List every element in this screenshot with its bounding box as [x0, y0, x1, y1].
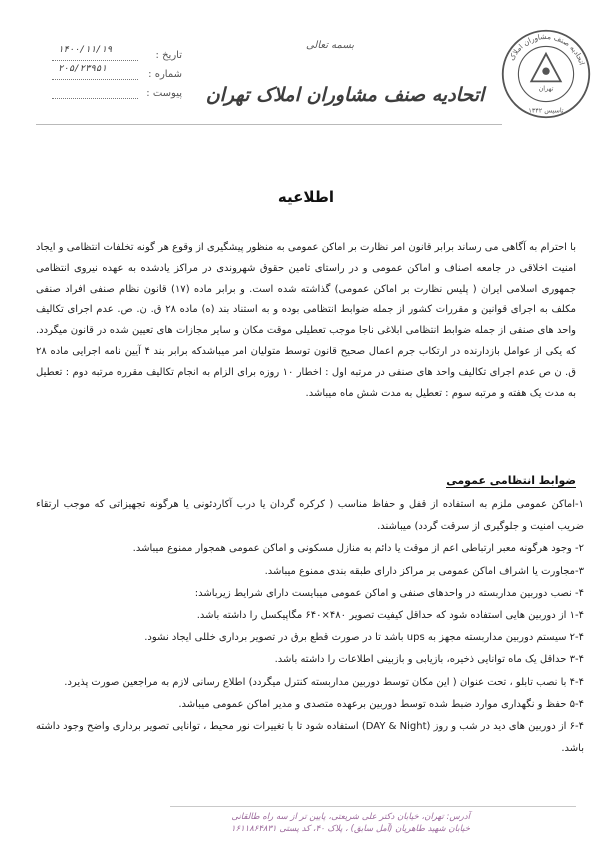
- seal-ring-text: اتحادیه صنف مشاوران املاک: [507, 31, 587, 67]
- address-footer: [170, 812, 470, 835]
- rules-heading-text: ضوابط انتظامی عمومی: [446, 474, 576, 487]
- page-title: اطلاعیه: [277, 188, 335, 206]
- meta-attachment: [52, 88, 182, 107]
- header-divider: [36, 124, 502, 125]
- rules-heading: [36, 474, 576, 487]
- seal-city: تهران: [538, 84, 554, 93]
- union-name: اتحادیه صنف مشاوران املاک تهران: [205, 84, 485, 106]
- rule-item: ۵-۴ حفظ و نگهداری موارد ضبط شده توسط دوربین برعهده متصدی و مدیر اماکن عمومی میباشد.: [178, 698, 584, 710]
- rule-item: ۳-۴ حداقل یک ماه توانایی ذخیره، بازیابی و بازبینی اطلاعات را داشته باشد.: [274, 654, 584, 666]
- footer-divider: [170, 806, 576, 807]
- rule-item: ۳-مجاورت یا اشراف اماکن عمومی بر مراکز دارای طبقه بندی ممنوع میباشد.: [264, 565, 584, 577]
- union-seal: [500, 28, 592, 120]
- rule-item: ۲-۴ سیستم دوربین مداربسته مجهز به ups باشد تا در صورت قطع برق در تصویر برداری خللی ایجاد نشود.: [144, 632, 584, 644]
- meta-number-value: ۲۰۵/۲۳۹۵۱: [58, 64, 107, 74]
- announcement-body: [36, 238, 576, 404]
- meta-number-label: شماره :: [148, 69, 182, 80]
- body-paragraph: با احترام به آگاهی می رساند برابر قانون امر نظارت بر اماکن عمومی به منظور پیشگیری از وقوع هر گونه تخلفات انتظامی و ایجاد امنیت اخلاقی در جامعه اصناف و اماکن عمومی و در راستای تامین حقوق شهروندی در مراکز یادشده به عهده نیروی انتظامی جمهوری اسلامی ایران ( پلیس نظارت بر اماکن عمومی) گذاشته شده است. و برابر ماده (۱۷) قانون نظام صنفی افراد صنفی مکلف به اجرای قوانین و مقررات کشور از جمله ضوابط انتظامی بوده و به استناد بند (ه) ماده ۲۸ ق. ن. ص. عدم اجرای تکالیف واحد های صنفی از جمله ضوابط انتظامی ابلاغی ناجا موجب تعطیلی موقت مکان و سایر مجازات های تعیین شده در قانون میگردد. که یکی از عوامل بازدارنده در ارتکاب جرم اعمال صحیح قانون توسط متولیان امر میباشدکه برابر بند ۴ آیین نامه اجرایی ماده ۲۸ ق. ن ص عدم اجرای تکالیف واحد های صنفی در مرتبه اول : اخطار ۱۰ روزه برای الزام به انجام تکالیف مقرره مرتبه دوم : تعطیل به مدت یک هفته و مرتبه سوم : تعطیل به مدت شش ماه میباشد.: [36, 242, 576, 399]
- rules-list: [36, 494, 584, 760]
- svg-text:اتحادیه صنف مشاوران املاک: [507, 32, 587, 66]
- meta-number: [52, 64, 182, 88]
- rule-item: ۱-۴ از دوربین هایی استفاده شود که حداقل کیفیت تصویر ۴۸۰×۶۴۰ مگاپیکسل را داشته باشد.: [196, 610, 584, 622]
- meta-attachment-label: پیوست :: [146, 88, 182, 99]
- rule-item: ۴-۴ با نصب تابلو ، تحت عنوان ( این مکان توسط دوربین مداربسته کنترل میگردد) اطلاع رسانی لازم به مراجعین صورت پذیرد.: [64, 676, 584, 688]
- rule-item: ۶-۴ از دوربین های دید در شب و روز (DAY & Night) استفاده شود تا با تغییرات نور محیط ، توانایی تصویر برداری واضح وجود داشته باشد.: [36, 721, 584, 755]
- rule-item: ۲- وجود هرگونه معبر ارتباطی اعم از موقت یا دائم به منازل مسکونی و اماکن عمومی همجوار ممنوع میباشد.: [132, 543, 584, 555]
- footer-line: آدرس: تهران، خیابان دکتر علی شریعتی، پایین تر از سه راه طالقانی: [231, 812, 470, 822]
- meta-date-label: تاریخ :: [155, 50, 182, 61]
- rule-item: ۴- نصب دوربین مداربسته در واحدهای صنفی و اماکن عمومی میبایست دارای شرایط زیرباشد:: [194, 587, 584, 599]
- rule-item: ۱-اماکن عمومی ملزم به استفاده از قفل و حفاظ مناسب ( کرکره گردان یا درب آکاردئونی یا هرگونه تجهیزاتی که موجب ارتقاء ضریب امنیت و جلوگیری از سرقت گردد) میباشند.: [36, 499, 584, 533]
- letter-meta: [52, 45, 182, 107]
- seal-graphic: [500, 28, 592, 120]
- meta-date-value: ۱۴۰۰/۱۱/۱۹: [58, 45, 113, 55]
- seal-founded: تاسیس ۱۳۴۲: [528, 106, 564, 115]
- footer-line: خیابان شهید طاهریان (آمل سابق) ، پلاک ۴۰، کد پستی ۱۶۱۱۸۶۴۸۳۱: [230, 823, 470, 834]
- bismillah: بسمه تعالی: [305, 40, 355, 51]
